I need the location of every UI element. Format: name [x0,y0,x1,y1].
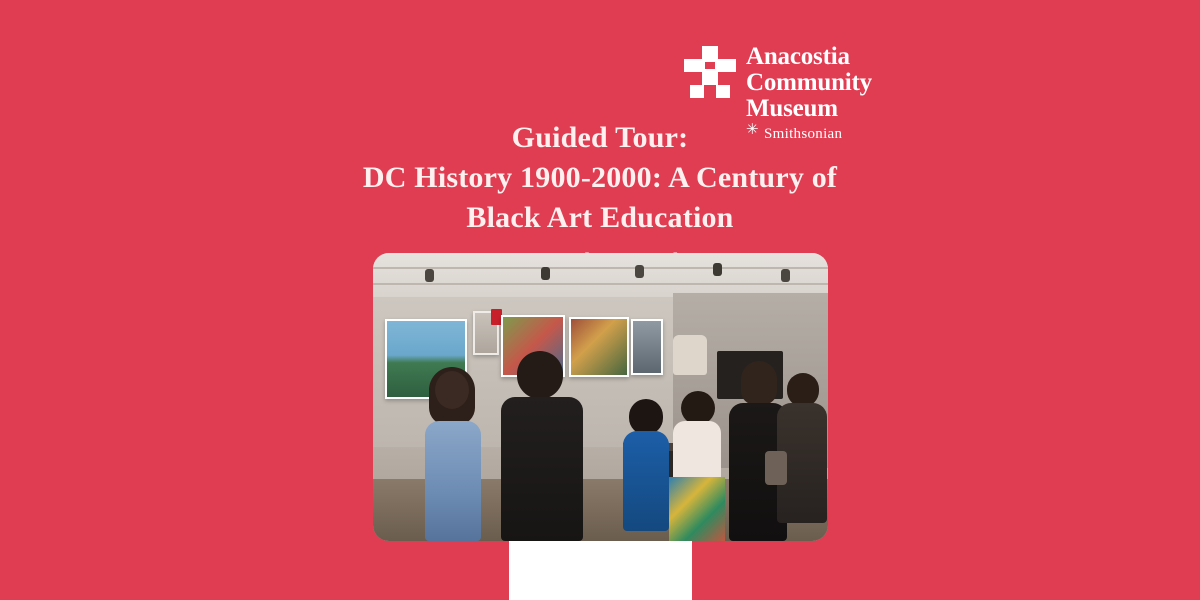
visitor-2 [501,353,583,541]
floor-lamp [673,335,707,375]
museum-logo-mark-icon [684,46,736,104]
shoulder-bag [765,451,787,485]
visitor-4 [669,391,725,541]
logo-line-community: Community [746,69,872,96]
bottom-white-card [509,541,692,600]
visitor-3 [621,399,669,531]
gallery-scene-image [373,253,828,541]
event-title-line-2: DC History 1900-2000: A Century of [362,160,838,194]
visitor-1 [421,371,483,541]
event-title-line-3: Black Art Education [466,200,734,234]
artwork-4 [631,319,663,375]
event-title-block [0,118,1200,272]
event-photo [373,253,828,541]
smithsonian-label: Smithsonian [764,126,843,142]
event-title-line-1: Guided Tour: [511,121,689,154]
ceiling [373,253,828,297]
visitor-6 [777,373,827,523]
logo-line-anacostia: Anacostia [746,43,850,70]
logo-line-museum: Museum [746,95,838,122]
